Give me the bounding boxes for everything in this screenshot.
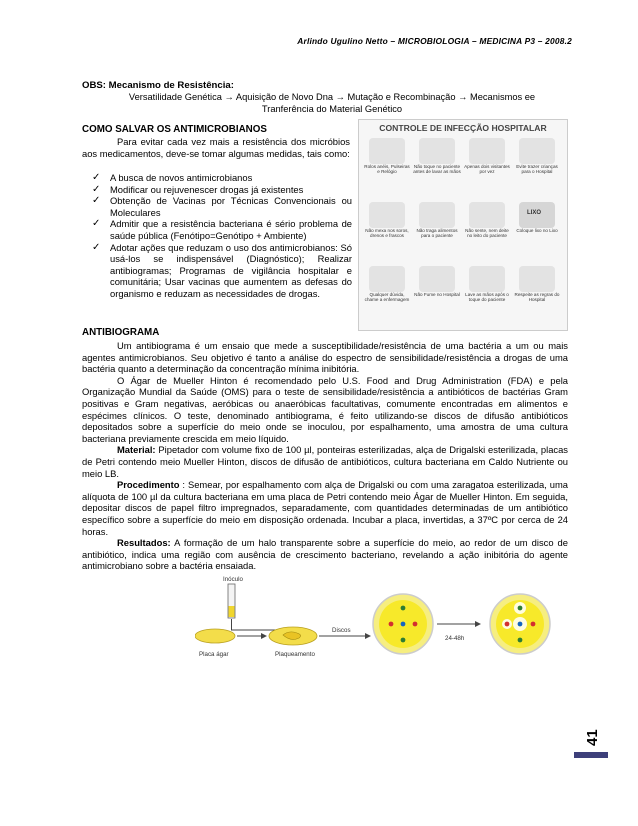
inoculo-label: Inóculo (223, 576, 243, 583)
list-item: ✓ A busca de novos antimicrobianos (92, 172, 253, 183)
check-icon: ✓ (92, 195, 101, 207)
salvar-title: COMO SALVAR OS ANTIMICROBIANOS (82, 124, 267, 135)
salvar-list (82, 172, 352, 300)
placa-agar-label: Placa ágar (199, 651, 229, 658)
list-item: ✓ Adotar ações que reduzam o uso dos antimicrobianos: Só usá-los se indispensável (Diagnóstico); Realizar antibiogramas; Programas de vigilância hospitalar e comunitária; Usar vacinas que aumentem as defesas do organismo e reduzam as necessidades de drogas. (92, 241, 352, 299)
poster-cell: Rolos anéis, Pulseiras e Relógio (365, 138, 409, 178)
antibiotic-disc (389, 622, 394, 627)
antibiotic-disc (401, 606, 406, 611)
list-item: ✓ Obtenção de Vacinas por Técnicas Convencionais ou Moleculares (92, 195, 352, 218)
antibiograma-body (82, 340, 568, 572)
inoculum-liquid (229, 606, 235, 617)
antibiotic-disc (518, 606, 523, 611)
poster-cell: Respeite as regras do Hospital (515, 266, 559, 306)
rules-icon (519, 266, 555, 292)
no-smoking-icon (419, 266, 455, 292)
jewelry-icon (369, 138, 405, 164)
iv-drip-icon (369, 202, 405, 228)
check-icon: ✓ (92, 172, 101, 183)
page-number-bar (574, 752, 608, 758)
poster-title: CONTROLE DE INFECÇÃO HOSPITALAR (379, 123, 547, 133)
antibiotic-disc (518, 622, 523, 627)
page-number: 41 (584, 729, 601, 746)
discos-label: Discos (332, 627, 351, 634)
antibiotic-disc (531, 622, 536, 627)
food-icon (419, 202, 455, 228)
arrow-2-head (365, 633, 371, 639)
poster-cell: Evite trazer crianças para o Hospital (515, 138, 559, 178)
check-icon: ✓ (92, 241, 101, 253)
antibiotic-disc (401, 622, 406, 627)
trash-bin-icon: LIXO (519, 202, 555, 228)
bed-icon (469, 202, 505, 228)
antibiograma-p1: Um antibiograma é um ensaio que mede a susceptibilidade/resistência de uma bactéria a um ou mais agentes antimicrobianos. Seu objetivo é tanto a análise do espectro de sensibilidade/resistência a drogas de uma bactéria quanto a determinação da concentração mínima inibitória. (82, 340, 568, 375)
poster-cell: Lave as mãos após o toque do paciente (465, 266, 509, 306)
obs-line-2: Tranferência do Material Genético (261, 104, 403, 114)
nurse-icon (369, 266, 405, 292)
poster-cell: Não sente, nem deite no leito do paciente (465, 202, 509, 242)
antibiograma-procedimento: Procedimento : Semear, por espalhamento com alça de Drigalski ou com uma zaragatoa esterilizada, uma alíquota de 100 µl da cultura bacteriana em uma placa de Petri contendo meio Ágar de Mueller Hinton. Em seguida, depositar discos de papel filtro impregnados, separadamente, com quantidades determinadas de um antibiótico específico sobre a superfície do meio em disposição ordenada. Incubar a placa, invertidas, a 37ºC por cerca de 24 horas. (82, 479, 568, 537)
salvar-intro-text: Para evitar cada vez mais a resistência dos micróbios aos medicamentos, deve-se tomar algumas medidas, tais como: (82, 136, 350, 159)
arrow-1-head (261, 633, 267, 639)
handwash-icon (469, 266, 505, 292)
poster-cell: Não mexa nos soros, drenos e frascos (365, 202, 409, 242)
check-icon: ✓ (92, 183, 101, 195)
plaqueamento-label: Plaqueamento (275, 651, 315, 658)
poster-cell: LIXO Coloque lixo no Lixo (515, 202, 559, 242)
poster-cell: Apenas dois visitantes por vez (465, 138, 509, 178)
visitors-icon (469, 138, 505, 164)
child-icon (519, 138, 555, 164)
arrow-3-head (475, 621, 481, 627)
antibiograma-resultados: Resultados: A formação de um halo transparente sobre a superfície do meio, ao redor de um disco de antibiótico, indica uma região com ausência de crescimento bacteriano, revelando a ação inibitória do agente antimicrobiano sobre a bactéria ensaiada. (82, 537, 568, 572)
antibiograma-title: ANTIBIOGRAMA (82, 327, 160, 338)
check-icon: ✓ (92, 218, 101, 230)
antibiograma-p2: O Ágar de Mueller Hinton é recomendado pelo U.S. Food and Drug Administration (FDA) e pela Organização Mundial da Saúde (OMS) para o teste de sensibilidade/resistência a antibióticos de bactérias Gram positivas e Gram negativas, aeróbicas ou anaeróbicas facultativas, comumente encontradas em alimentos e espécimes clínicos. O teste, denominado antibiograma, é feito utilizando-se discos de difusão antibióticos depositados sobre a superfície do meio onde se inoculou, por espalhamento, uma amostra de uma cultura bacteriana previamente crescida em meio líquido. (82, 374, 568, 444)
poster-cell: Qualquer dúvida, chame a enfermagem (365, 266, 409, 306)
antibiotic-disc (505, 622, 510, 627)
poster-cell: Não Fume no Hospital (415, 266, 459, 306)
list-item: ✓ Admitir que a resistência bacteriana é sério problema de saúde pública (Fenótipo=Genótipo + Ambiente) (92, 218, 352, 241)
antibiotic-disc (413, 622, 418, 627)
antibiograma-material: Material: Pipetador com volume fixo de 100 µl, ponteiras esterilizadas, alça de Drigalski esterilizada, placas de Petri contendo meio Mueller Hinton, discos de difusão de antibióticos, cultura bacteriana em Caldo Nutriente ou meio LB. (82, 444, 568, 479)
obs-title: OBS: Mecanismo de Resistência: (82, 80, 234, 91)
poster-cell: Não traga alimentos para o paciente (415, 202, 459, 242)
page-header: Arlindo Ugulino Netto – MICROBIOLOGIA – MEDICINA P3 – 2008.2 (297, 36, 572, 46)
salvar-intro (82, 136, 350, 159)
antibiotic-disc (401, 638, 406, 643)
incubation-time-label: 24-48h (445, 635, 465, 642)
poster-cell: Não toque no paciente antes de lavar as mãos (415, 138, 459, 178)
antibiogram-procedure-diagram (195, 572, 585, 664)
obs-line-1: Versatilidade Genética → Aquisição de Novo Dna → Mutação e Recombinação → Mecanismos ee (128, 92, 536, 102)
list-item: ✓ Modificar ou rejuvenescer drogas já existentes (92, 183, 304, 195)
faucet-icon (419, 138, 455, 164)
antibiotic-disc (518, 638, 523, 643)
infection-control-poster (358, 119, 568, 331)
agar-plate (195, 629, 235, 643)
